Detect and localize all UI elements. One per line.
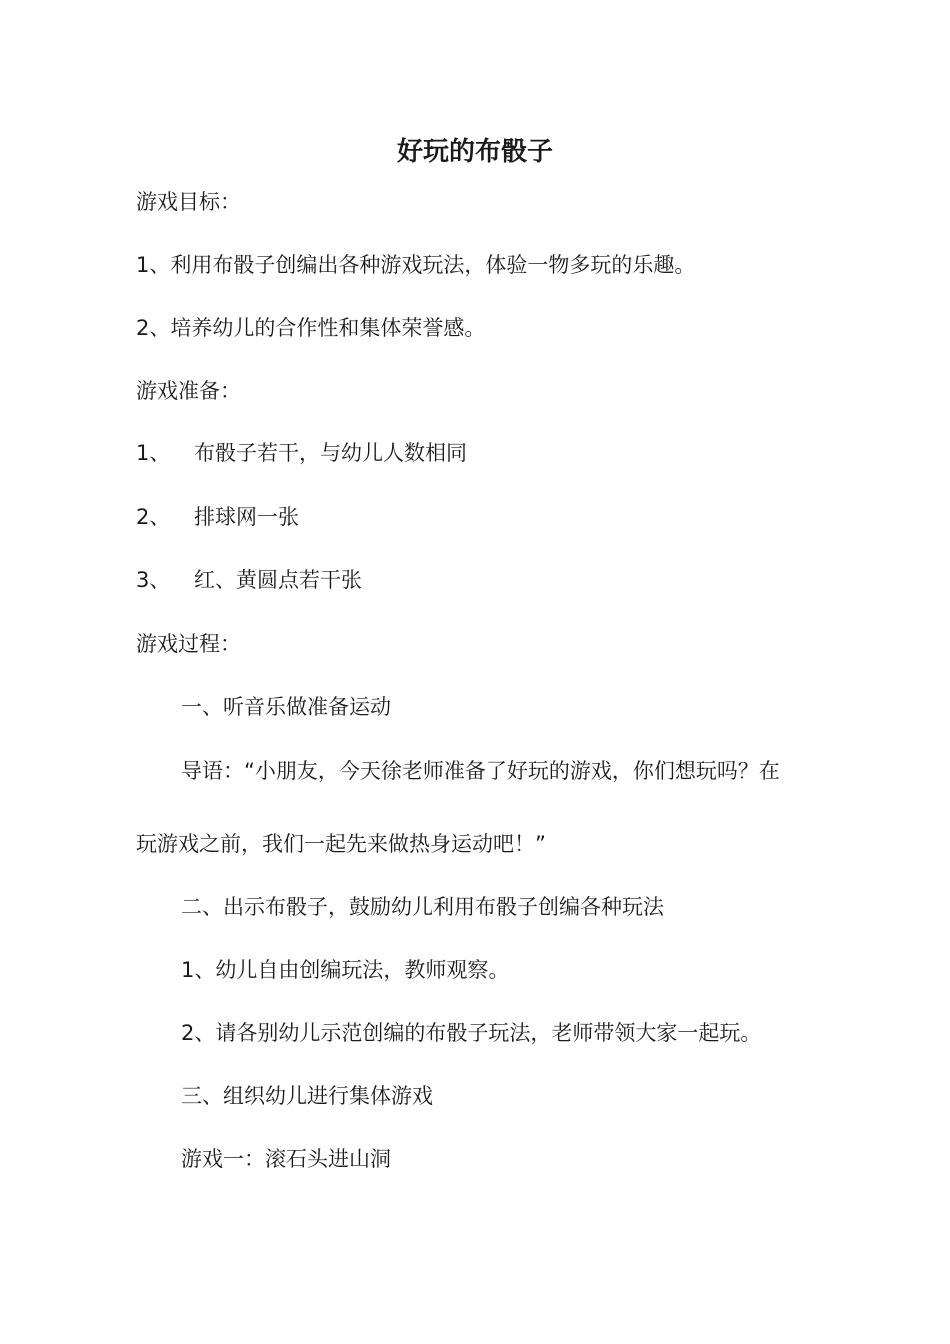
prep-item-number: 1、 [136,441,171,465]
prep-heading: 游戏准备： [136,379,241,403]
step2-heading: 二、出示布骰子，鼓励幼儿利用布骰子创编各种玩法 [181,895,664,919]
step1-intro-line2: 玩游戏之前，我们一起先来做热身运动吧！” [136,832,546,856]
prep-item [136,565,362,595]
goal-item: 2、培养幼儿的合作性和集体荣誉感。 [136,316,486,340]
prep-item-number: 2、 [136,505,171,529]
step2-item: 1、幼儿自由创编玩法，教师观察。 [181,958,510,982]
goals-heading: 游戏目标： [136,190,241,214]
prep-item-number: 3、 [136,568,171,592]
step1-intro-line1: 导语：“小朋友，今天徐老师准备了好玩的游戏，你们想玩吗？在 [181,759,780,783]
step2-item: 2、请各别幼儿示范创编的布骰子玩法，老师带领大家一起玩。 [181,1021,762,1045]
prep-item [136,438,467,468]
prep-item [136,502,299,532]
process-heading: 游戏过程： [136,632,241,656]
prep-item-text: 红、黄圆点若干张 [194,568,362,592]
goal-item: 1、利用布骰子创编出各种游戏玩法，体验一物多玩的乐趣。 [136,253,696,277]
game1-heading: 游戏一：滚石头进山洞 [181,1147,391,1171]
document-title: 好玩的布骰子 [396,137,553,167]
prep-item-text: 布骰子若干，与幼儿人数相同 [194,441,467,465]
prep-item-text: 排球网一张 [194,505,299,529]
step1-heading: 一、听音乐做准备运动 [181,695,391,719]
step3-heading: 三、组织幼儿进行集体游戏 [181,1084,433,1108]
